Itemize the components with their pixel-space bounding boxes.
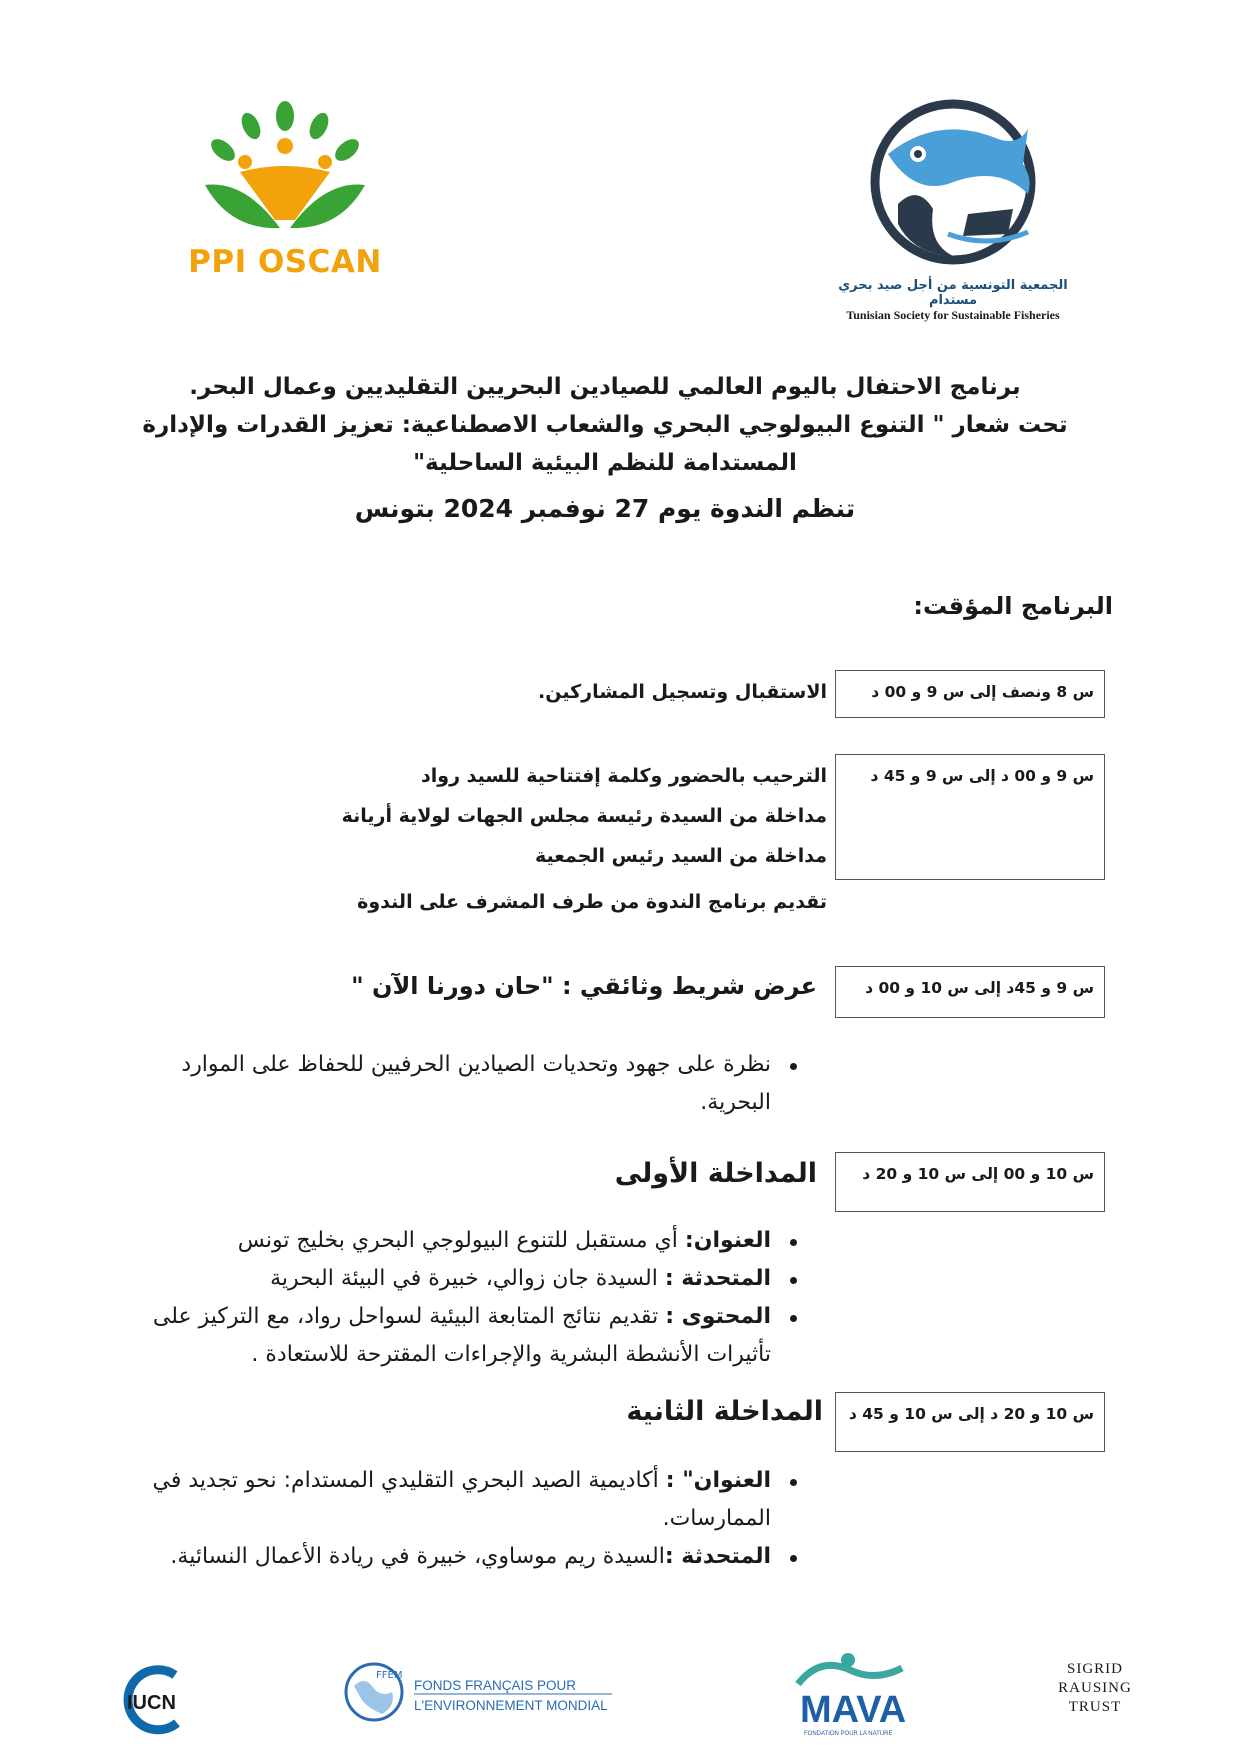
tssf-caption-ar: الجمعية التونسية من أجل صيد بحري مستدام	[838, 278, 1068, 308]
mava-wave-icon	[790, 1646, 910, 1738]
ffem-letters: FFEM	[376, 1670, 403, 1681]
entry-line: الاستقبال وتسجيل المشاركين.	[538, 681, 827, 703]
bullet-text: نظرة على جهود وتحديات الصيادين الحرفيين للحفاظ على الموارد البحرية.	[181, 1052, 771, 1115]
bullet-text: أي مستقبل للتنوع البيولوجي البحري بخليج تونس	[237, 1228, 685, 1253]
mava-logo	[790, 1646, 910, 1738]
iucn-ring-icon	[115, 1665, 195, 1735]
bullet-label: العنوان" :	[665, 1468, 771, 1493]
schedule-entry-2	[227, 756, 827, 922]
tssf-logo	[828, 84, 1078, 322]
title-line-3: المستدامة للنظم البيئية الساحلية"	[413, 450, 797, 476]
session-1-title: المداخلة الأولى	[614, 1158, 817, 1189]
documentary-bullets	[109, 1046, 799, 1122]
session-2-title: المداخلة الثانية	[626, 1396, 823, 1427]
session-1-bullets	[109, 1222, 799, 1374]
ffem-globe-icon	[342, 1658, 622, 1728]
srt-line-3: TRUST	[1068, 1699, 1122, 1715]
bullet-text: تقديم نتائج المتابعة البيئية لسواحل رواد، مع التركيز على تأثيرات الأنشطة البشرية والإجراءات المقترحة للاستعادة .	[152, 1304, 771, 1367]
list-item	[109, 1538, 771, 1576]
time-slot-4: س 10 و 00 إلى س 10 و 20 د	[835, 1152, 1105, 1212]
mava-name: MAVA	[800, 1689, 907, 1731]
entry-line: مداخلة من السيدة رئيسة مجلس الجهات لولاية أريانة	[341, 805, 827, 827]
fish-boat-icon	[828, 84, 1078, 274]
bullet-label: المحتوى :	[665, 1304, 771, 1329]
schedule-entry-1	[267, 672, 827, 712]
mava-tagline: FONDATION POUR LA NATURE	[804, 1731, 893, 1737]
bullet-text: أكاديمية الصيد البحري التقليدي المستدام: نحو تجديد في الممارسات.	[152, 1468, 771, 1531]
entry-line: الترحيب بالحضور وكلمة إفتتاحية للسيد رواد	[421, 765, 827, 787]
leaves-people-icon	[185, 100, 385, 240]
time-slot-1: س 8 ونصف إلى س 9 و 00 د	[835, 670, 1105, 718]
time-slot-5: س 10 و 20 د إلى س 10 و 45 د	[835, 1392, 1105, 1452]
time-slot-2: س 9 و 00 د إلى س 9 و 45 د	[835, 754, 1105, 880]
list-item	[109, 1260, 771, 1298]
iucn-name: IUCN	[127, 1692, 176, 1714]
srt-line-2: RAUSING	[1058, 1680, 1132, 1696]
entry-line: مداخلة من السيد رئيس الجمعية	[534, 845, 827, 867]
ffem-line-2: L'ENVIRONNEMENT MONDIAL	[414, 1698, 608, 1713]
ppi-oscan-logo	[185, 100, 385, 285]
ffem-logo	[342, 1658, 622, 1728]
entry-line: تقديم برنامج الندوة من طرف المشرف على الندوة	[357, 891, 827, 913]
iucn-logo	[115, 1665, 195, 1735]
srt-line-1: SIGRID	[1066, 1661, 1123, 1677]
event-date-line: تنظم الندوة يوم 27 نوفمبر 2024 بتونس	[354, 494, 856, 523]
documentary-title: عرض شريط وثائقي : "حان دورنا الآن "	[351, 972, 817, 1000]
list-item	[109, 1298, 771, 1374]
bullet-text: السيدة جان زوالي، خبيرة في البيئة البحرية	[270, 1266, 665, 1291]
bullet-text: السيدة ريم موساوي، خبيرة في ريادة الأعمال النسائية.	[170, 1544, 665, 1569]
ffem-line-1: FONDS FRANÇAIS POUR	[414, 1678, 577, 1693]
bullet-label: المتحدثة :	[664, 1266, 771, 1291]
ppi-oscan-name: PPI OSCAN	[188, 244, 382, 280]
tssf-caption-en: Tunisian Society for Sustainable Fisheries	[846, 308, 1060, 322]
bullet-label: المتحدثة :	[664, 1544, 771, 1569]
program-heading: البرنامج المؤقت:	[913, 592, 1113, 620]
list-item	[109, 1462, 771, 1538]
title-line-1: برنامج الاحتفال باليوم العالمي للصيادين البحريين التقليديين وعمال البحر.	[189, 374, 1021, 400]
document-title	[140, 368, 1070, 532]
list-item	[109, 1222, 771, 1260]
title-line-2: تحت شعار " التنوع البيولوجي البحري والشعاب الاصطناعية: تعزيز القدرات والإدارة	[142, 412, 1068, 438]
session-2-bullets	[109, 1462, 799, 1576]
bullet-label: العنوان:	[684, 1228, 771, 1253]
list-item	[109, 1046, 771, 1122]
sigrid-rausing-trust-logo	[1045, 1660, 1145, 1717]
time-slot-3: س 9 و 45د إلى س 10 و 00 د	[835, 966, 1105, 1018]
